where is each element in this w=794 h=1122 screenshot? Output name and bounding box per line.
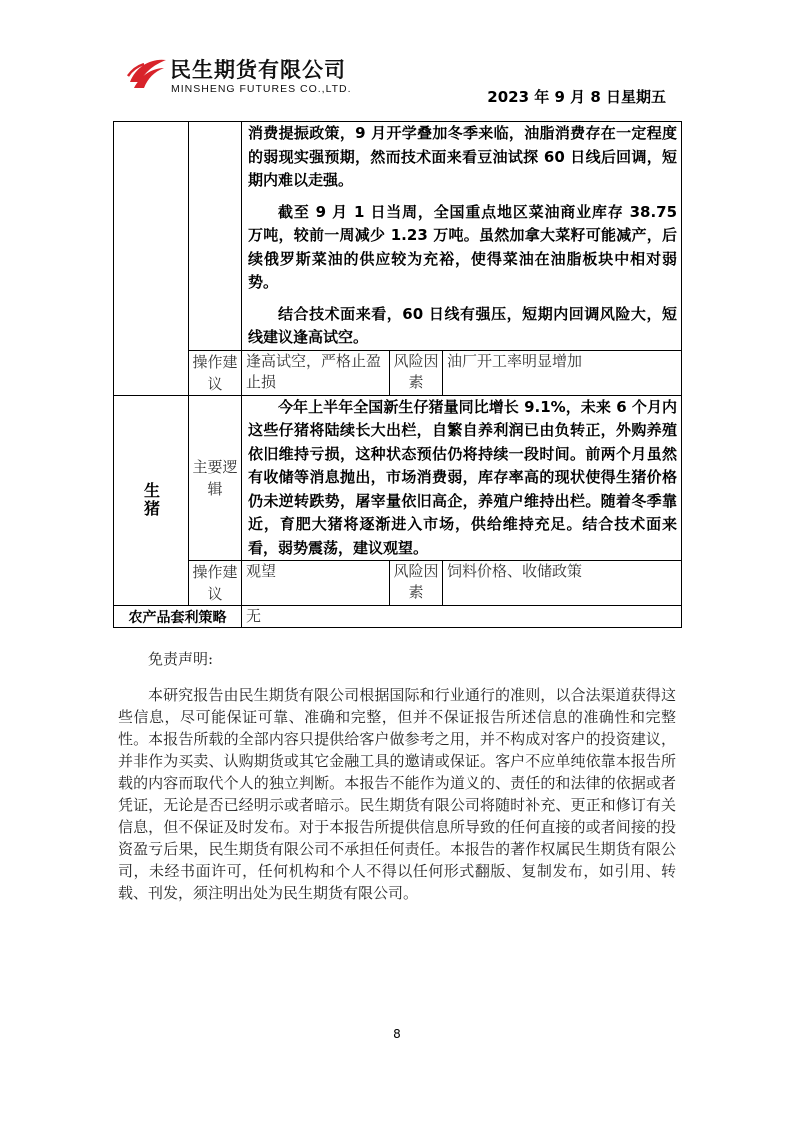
oil-logic-paragraph: 结合技术面来看，60 日线有强压，短期内回调风险大，短线建议逢高试空。	[248, 304, 678, 346]
category-hog: 生猪	[114, 395, 189, 606]
table-row	[114, 350, 682, 395]
hog-risk-value: 饲料价格、收储政策	[443, 561, 682, 606]
oil-op-value: 逢高试空，严格止盈止损	[242, 350, 390, 395]
page-number: 8	[393, 1027, 401, 1041]
arbitrage-strategy-value: 无	[242, 606, 682, 628]
table-row	[114, 606, 682, 628]
disclaimer	[118, 648, 676, 904]
table-row	[114, 122, 682, 351]
op-label: 操作建议	[189, 561, 242, 606]
strategy-table	[113, 121, 682, 628]
hog-logic-cell	[242, 395, 682, 561]
company-name-en: MINSHENG FUTURES CO.,LTD.	[171, 83, 352, 95]
report-date: 2023 年 9 月 8 日星期五	[487, 88, 666, 106]
hog-logic-paragraph: 今年上半年全国新生仔猪量同比增长 9.1%，未来 6 个月内这些仔猪将陆续长大出栏，自繁自养利润已由负转正，外购养殖依旧维持亏损，这种状态预估仍将持续一段时间。前两个月虽然有收储等消息抛出，市场消费弱，库存率高的现状使得生猪价格仍未逆转跌势，屠宰量依旧高企，养殖户维持出栏。随着冬季靠近，育肥大猪将逐渐进入市场，供给维持充足。结合技术面来看，弱势震荡，建议观望。	[248, 397, 678, 557]
op-label: 操作建议	[189, 350, 242, 395]
disclaimer-body: 本研究报告由民生期货有限公司根据国际和行业通行的准则，以合法渠道获得这些信息，尽可能保证可靠、准确和完整，但并不保证报告所述信息的准确性和完整性。本报告所载的全部内容只提供给客户做参考之用，并不构成对客户的投资建议，并非作为买卖、认购期货或其它金融工具的邀请或保证。客户不应单纯依靠本报告所载的内容而取代个人的独立判断。本报告不能作为道义的、责任的和法律的依据或者凭证，无论是否已经明示或者暗示。民生期货有限公司将随时补充、更正和修订有关信息，但不保证及时发布。对于本报告所提供信息所导致的任何直接的或者间接的投资盈亏后果，民生期货有限公司不承担任何责任。本报告的著作权属民生期货有限公司，未经书面许可，任何机构和个人不得以任何形式翻版、复制发布，如引用、转载、刊发，须注明出处为民生期货有限公司。	[118, 686, 676, 902]
company-name-cn: 民生期货有限公司	[170, 58, 346, 82]
arbitrage-strategy-label: 农产品套利策略	[114, 606, 242, 628]
table-row	[114, 395, 682, 561]
disclaimer-title: 免责声明:	[148, 650, 214, 668]
risk-label: 风险因素	[390, 350, 443, 395]
sub-label-cell	[189, 122, 242, 351]
logic-label: 主要逻辑	[189, 395, 242, 561]
oil-logic-cell	[242, 122, 682, 351]
oil-risk-value: 油厂开工率明显增加	[443, 350, 682, 395]
minsheng-logo-icon	[126, 52, 168, 94]
page-header	[0, 0, 794, 110]
company-logo	[126, 52, 366, 102]
oil-logic-paragraph: 消费提振政策，9 月开学叠加冬季来临，油脂消费存在一定程度的弱现实强预期，然而技术面来看豆油试探 60 日线后回调，短期内难以走强。	[248, 124, 678, 189]
risk-label: 风险因素	[390, 561, 443, 606]
category-cell-oils	[114, 122, 189, 396]
oil-logic-paragraph: 截至 9 月 1 日当周，全国重点地区菜油商业库存 38.75 万吨，较前一周减少 1.23 万吨。虽然加拿大菜籽可能减产，后续俄罗斯菜油的供应较为充裕，使得菜油在油脂板块中相对弱势。	[248, 202, 678, 291]
hog-op-value: 观望	[242, 561, 390, 606]
table-row	[114, 561, 682, 606]
